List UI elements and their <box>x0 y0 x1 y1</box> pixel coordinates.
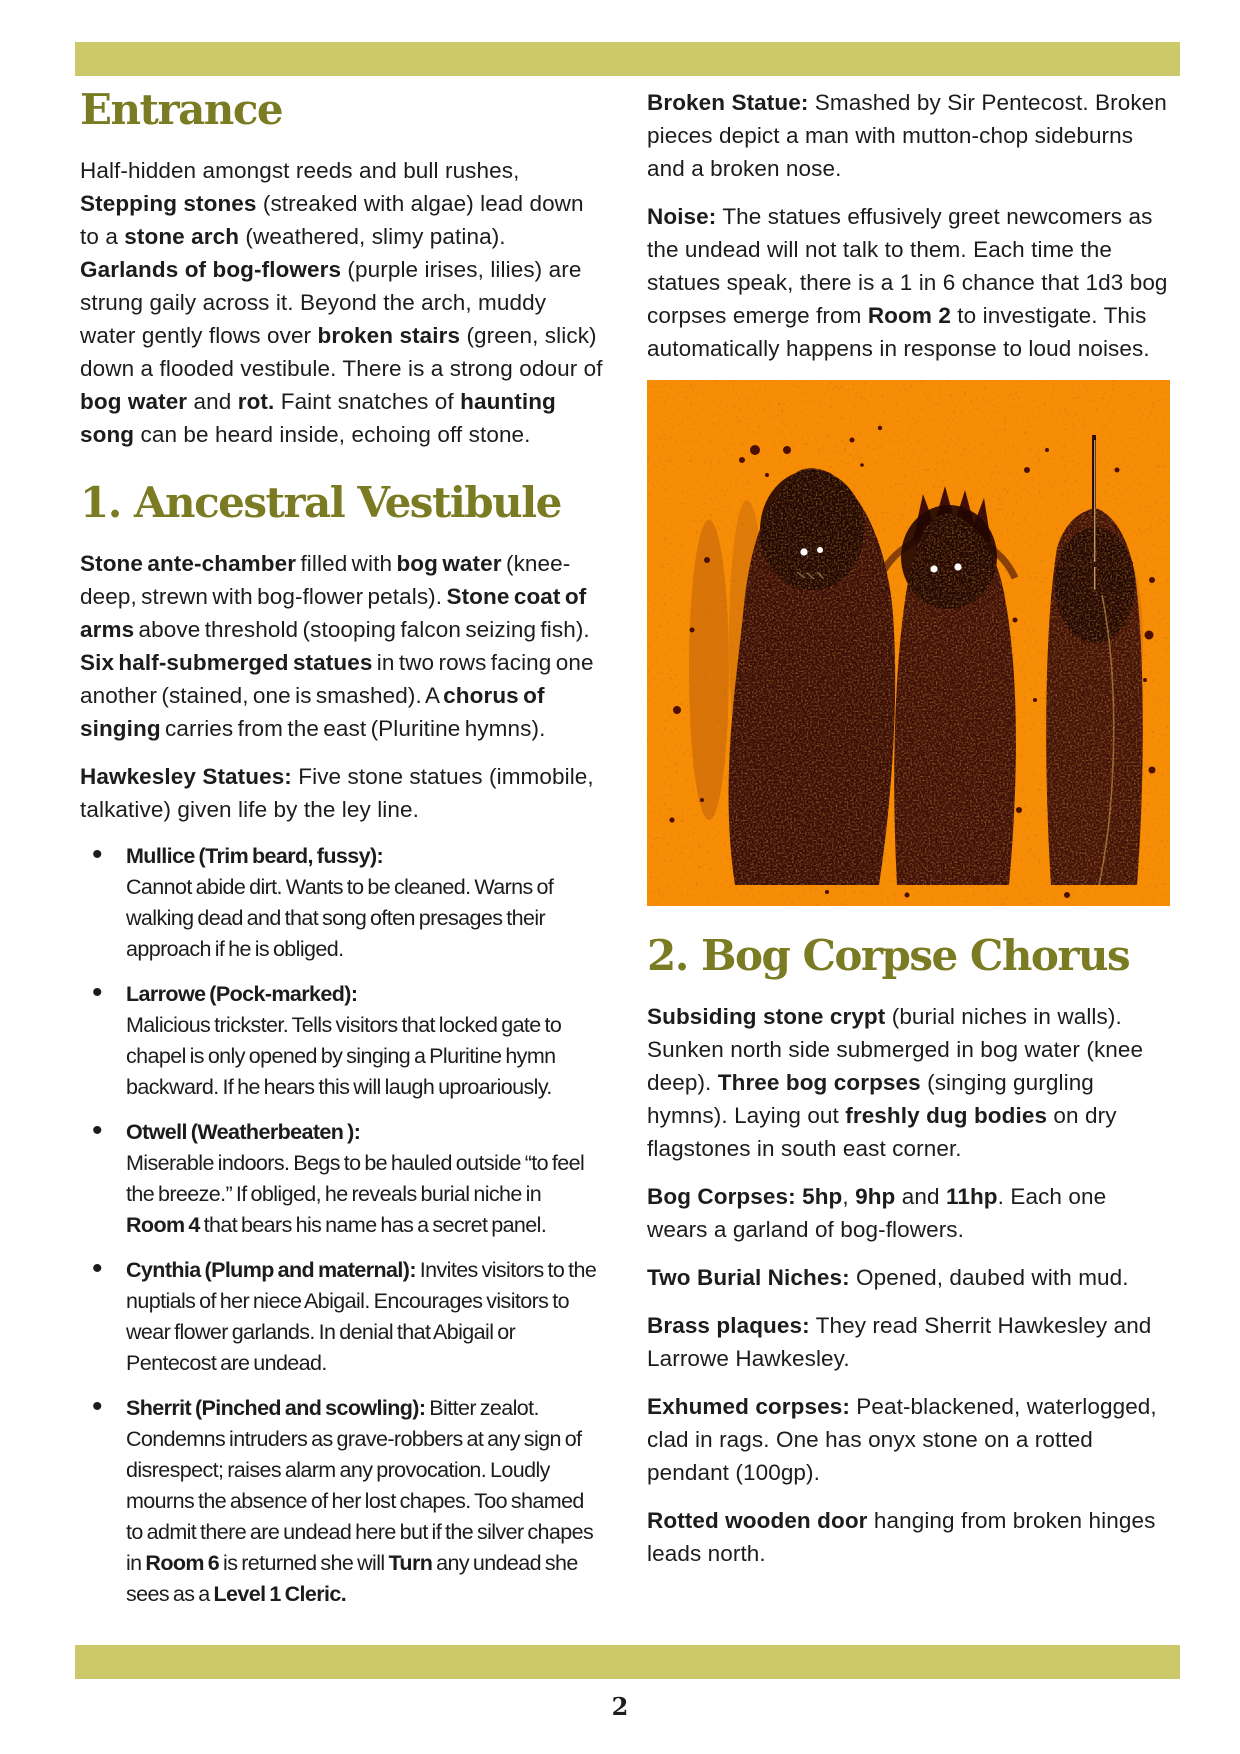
noise-paragraph: Noise: The statues effusively greet newcomers as the undead will not talk to them. Each time the statues speak, there is a 1 in 6 chance that 1d3 bog corpses emerge from Room 2 to investigate. This automatically happens in response to loud noises. <box>647 204 1168 361</box>
list-item-larrowe: • Larrowe (Pock-marked): Malicious trickster. Tells visitors that locked gate to chapel is only opened by singing a Pluritine hymn backward. If he hears this will laugh uproariously. <box>80 979 603 1103</box>
bog-corpses-stats-paragraph: Bog Corpses: 5hp, 9hp and 11hp. Each one wears a garland of bog-flowers. <box>647 1184 1107 1242</box>
top-accent-bar <box>75 42 1180 76</box>
section-heading-entrance: Entrance <box>80 85 283 134</box>
subsiding-crypt-paragraph: Subsiding stone crypt (burial niches in walls). Sunken north side submerged in bog water (knee deep). Three bog corpses (singing gurgling hymns). Laying out freshly dug bodies on dry flagstones in south east corner. <box>647 1004 1144 1161</box>
page-content <box>80 86 1170 1624</box>
bog-corpse-illustration-svg <box>647 380 1170 906</box>
bottom-accent-bar <box>75 1645 1180 1679</box>
hawkesley-statues-paragraph: Hawkesley Statues: Five stone statues (immobile, talkative) given life by the ley line. <box>80 764 594 822</box>
list-item-mullice: • Mullice (Trim beard, fussy): Cannot abide dirt. Wants to be cleaned. Warns of walking dead and that song often presages their approach if he is obliged. <box>80 841 603 965</box>
vestibule-paragraph: Stone ante-chamber filled with bog water (knee-deep, strewn with bog-flower petals). Stone coat of arms above threshold (stooping falcon seizing fish). Six half-submerged statues in two rows facing one another (stained, one is smashed). A chorus of singing carries from the east (Pluritine hymns). <box>80 551 594 741</box>
section-heading-ancestral-vestibule: 1. Ancestral Vestibule <box>80 478 561 527</box>
statue-list <box>80 841 603 1610</box>
page-number: 2 <box>611 1692 629 1721</box>
exhumed-corpses-paragraph: Exhumed corpses: Peat-blackened, waterlogged, clad in rags. One has onyx stone on a rotted pendant (100gp). <box>647 1394 1157 1485</box>
section-heading-bog-corpse-chorus: 2. Bog Corpse Chorus <box>647 931 1130 980</box>
bog-corpse-illustration <box>647 380 1170 906</box>
brass-plaques-paragraph: Brass plaques: They read Sherrit Hawkesley and Larrowe Hawkesley. <box>647 1313 1152 1371</box>
list-item-sherrit: • Sherrit (Pinched and scowling): Bitter zealot. Condemns intruders as grave-robbers at any sign of disrespect; raises alarm any provocation. Loudly mourns the absence of her lost chapes. Too shamed to admit there are undead here but if the silver chapes in Room 6 is returned she will Turn any undead she sees as a Level 1 Cleric. <box>80 1393 603 1610</box>
list-item-otwell: • Otwell (Weatherbeaten ): Miserable indoors. Begs to be hauled outside “to feel the breeze.” If obliged, he reveals burial niche in Room 4 that bears his name has a secret panel. <box>80 1117 603 1241</box>
entrance-paragraph: Half-hidden amongst reeds and bull rushes, Stepping stones (streaked with algae) lead down to a stone arch (weathered, slimy patina). Garlands of bog-flowers (purple irises, lilies) are strung gaily across it. Beyond the arch, muddy water gently flows over broken stairs (green, slick) down a flooded vestibule. There is a strong odour of bog water and rot. Faint snatches of haunting song can be heard inside, echoing off stone. <box>80 158 603 447</box>
burial-niches-paragraph: Two Burial Niches: Opened, daubed with mud. <box>647 1265 1129 1290</box>
left-column <box>80 86 603 1624</box>
rotted-door-paragraph: Rotted wooden door hanging from broken hinges leads north. <box>647 1508 1156 1566</box>
list-item-cynthia: • Cynthia (Plump and maternal): Invites visitors to the nuptials of her niece Abigail. Encourages visitors to wear flower garlands. In denial that Abigail or Pentecost are undead. <box>80 1255 603 1379</box>
broken-statue-paragraph: Broken Statue: Smashed by Sir Pentecost. Broken pieces depict a man with mutton-chop sideburns and a broken nose. <box>647 90 1167 181</box>
right-column <box>647 86 1170 1585</box>
